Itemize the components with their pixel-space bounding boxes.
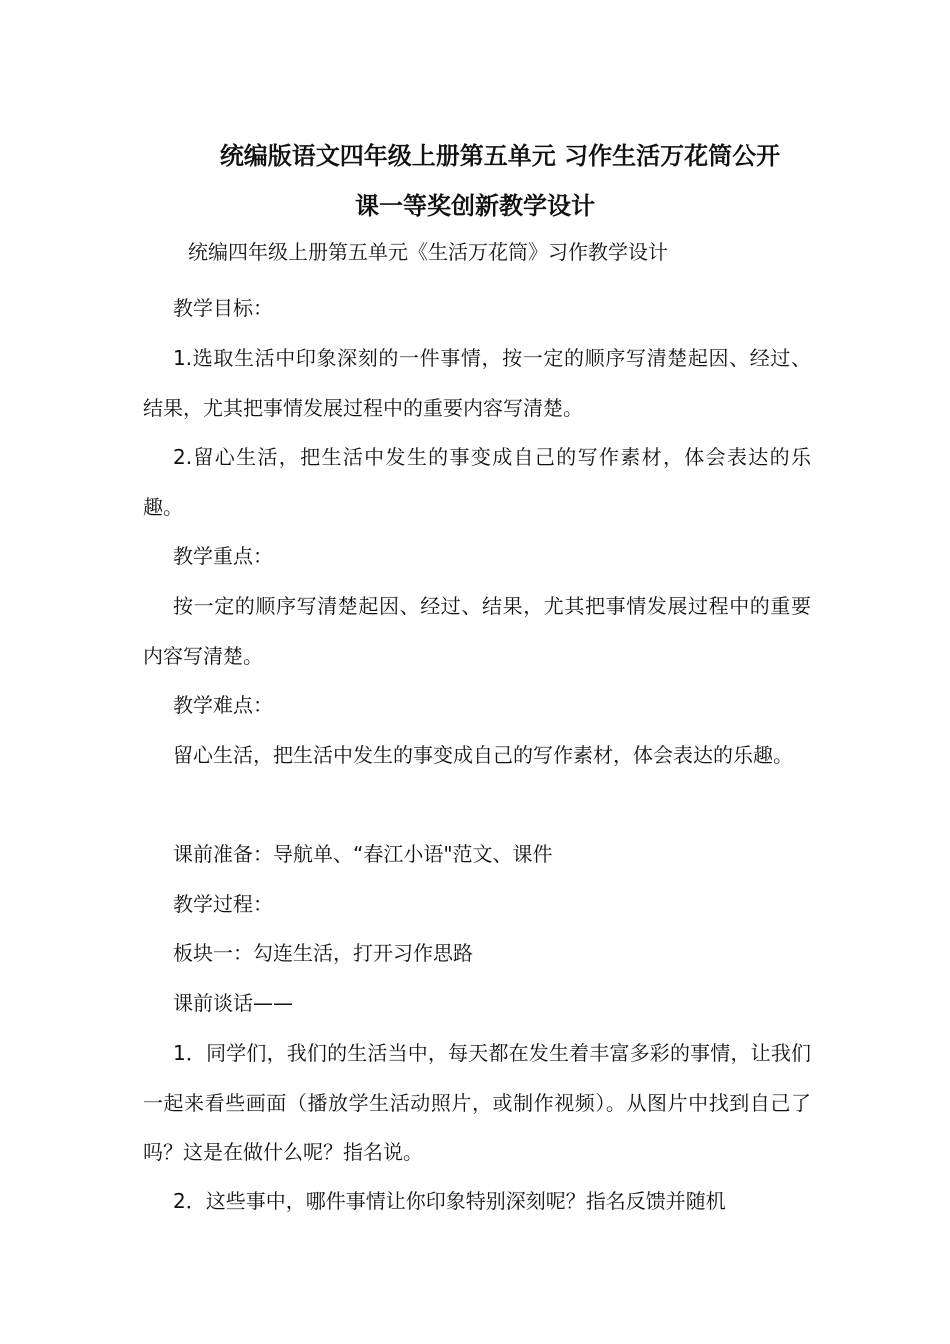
paragraph-key-points: 按一定的顺序写清楚起因、经过、结果，尤其把事情发展过程中的重要内容写清楚。 [143, 594, 811, 668]
paragraph-difficulties: 留心生活，把生活中发生的事变成自己的写作素材，体会表达的乐趣。 [173, 743, 793, 767]
paragraph-goal-1: 1.选取生活中印象深刻的一件事情，按一定的顺序写清楚起因、经过、结果，尤其把事情发展过程中的重要内容写清楚。 [143, 346, 811, 420]
paragraph-preparation: 课前准备：导航单、“春江小语"范文、课件 [173, 842, 553, 866]
document-subtitle: 统编四年级上册第五单元《生活万花筒》习作教学设计 [188, 240, 668, 264]
document-title-line-1: 统编版语文四年级上册第五单元 习作生活万花筒公开 [219, 142, 781, 170]
paragraph-difficulties-heading: 教学难点： [173, 693, 273, 717]
paragraph-step-1: 1．同学们，我们的生活当中，每天都在发生着丰富多彩的事情，让我们一起来看些画面（播放学生活动照片，或制作视频）。从图片中找到自己了吗？这是在做什么呢？指名说。 [143, 1041, 811, 1164]
paragraph-pre-class-talk: 课前谈话—— [173, 991, 293, 1015]
paragraph-step-2: 2．这些事中，哪件事情让你印象特别深刻呢？指名反馈并随机 [173, 1189, 726, 1213]
document-title-line-2: 课一等奖创新教学设计 [355, 192, 595, 220]
paragraph-goal-2: 2.留心生活，把生活中发生的事变成自己的写作素材，体会表达的乐趣。 [143, 445, 811, 519]
paragraph-teaching-goals-heading: 教学目标： [173, 296, 273, 320]
paragraph-section-one: 板块一：勾连生活，打开习作思路 [173, 941, 473, 965]
paragraph-key-points-heading: 教学重点： [173, 544, 273, 568]
paragraph-process-heading: 教学过程： [173, 892, 273, 916]
